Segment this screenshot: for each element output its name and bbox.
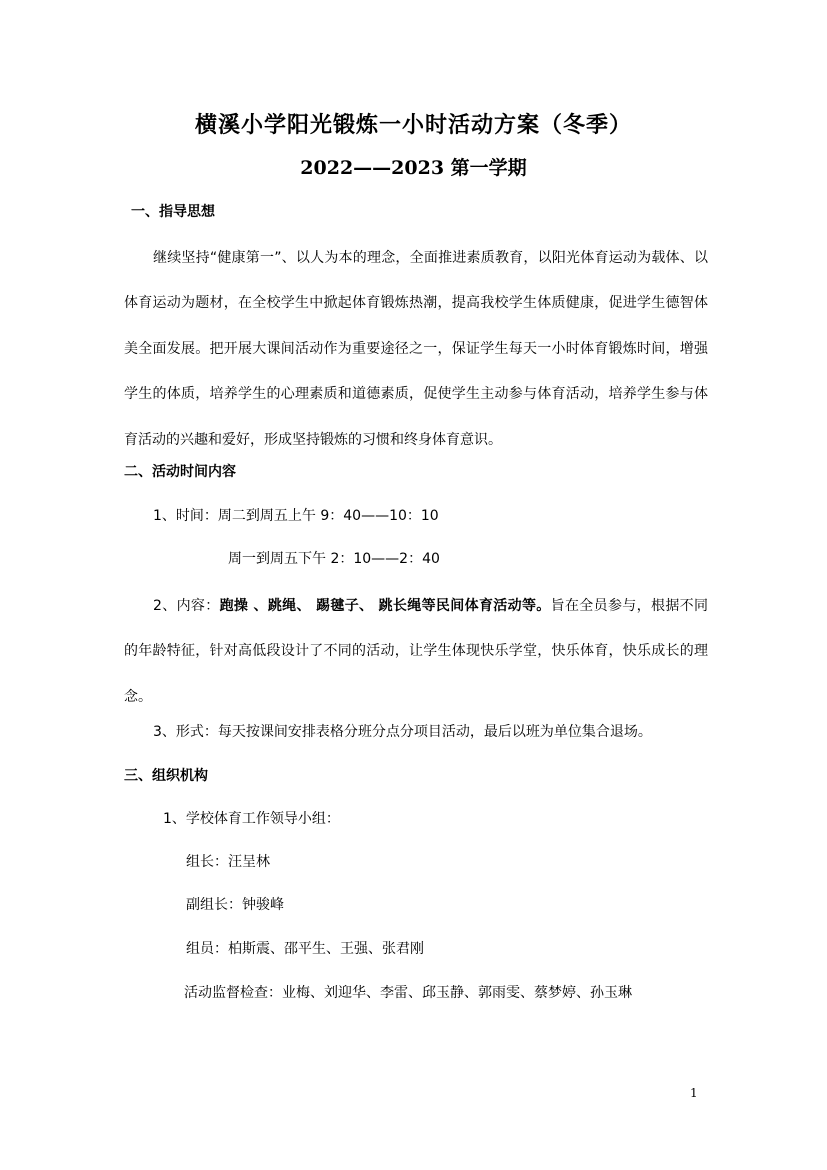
activity-supervisors: 活动监督检查：业梅、刘迎华、李雷、邱玉静、郭雨雯、蔡梦婷、孙玉琳 xyxy=(184,985,632,1001)
page-number: 1 xyxy=(690,1086,698,1100)
group-leader: 组长：汪呈林 xyxy=(186,854,270,870)
section-body-guiding-ideology: 继续坚持“健康第一”、以人为本的理念，全面推进素质教育，以阳光体育运动为载体、以体育运动为题材，在全校学生中掀起体育锻炼热潮，提高我校学生体质健康，促进学生德智体美全面发展。把开展大课间活动作为重要途径之一，保证学生每天一小时体育锻炼时间，增强学生的体质，培养学生的心理素质和道德素质，促使学生主动参与体育活动，培养学生参与体育活动的兴趣和爱好，形成坚持锻炼的习惯和终身体育意识。 xyxy=(124,250,708,448)
content-prefix: 2、内容： xyxy=(153,598,220,614)
document-subtitle: 2022——2023 第一学期 xyxy=(300,157,527,179)
section-heading-guiding-ideology: 一、指导思想 xyxy=(131,204,215,220)
content-paragraph xyxy=(124,584,708,720)
form-line: 3、形式：每天按课间安排表格分班分点分项目活动，最后以班为单位集合退场。 xyxy=(153,724,652,740)
time-line-afternoon: 周一到周五下午 2：10——2：40 xyxy=(228,551,440,567)
content-description: 旨在全员参与，根据不同的年龄特征，针对高低段设计了不同的活动，让学生体现快乐学堂，快乐体育，快乐成长的理念。 xyxy=(124,598,708,705)
leadership-group-title: 1、学校体育工作领导小组： xyxy=(163,811,340,827)
time-line-morning: 1、时间：周二到周五上午 9：40——10：10 xyxy=(153,508,439,524)
section-heading-organization: 三、组织机构 xyxy=(124,768,208,784)
group-vice-leader: 副组长：钟骏峰 xyxy=(186,897,284,913)
content-activities-bold: 跑操 、跳绳、 踢毽子、 跳长绳等民间体育活动等。 xyxy=(219,598,551,614)
group-members: 组员：柏斯震、邵平生、王强、张君刚 xyxy=(186,941,424,957)
document-title: 横溪小学阳光锻炼一小时活动方案（冬季） xyxy=(194,112,632,138)
section-heading-activity-time: 二、活动时间内容 xyxy=(124,464,236,480)
